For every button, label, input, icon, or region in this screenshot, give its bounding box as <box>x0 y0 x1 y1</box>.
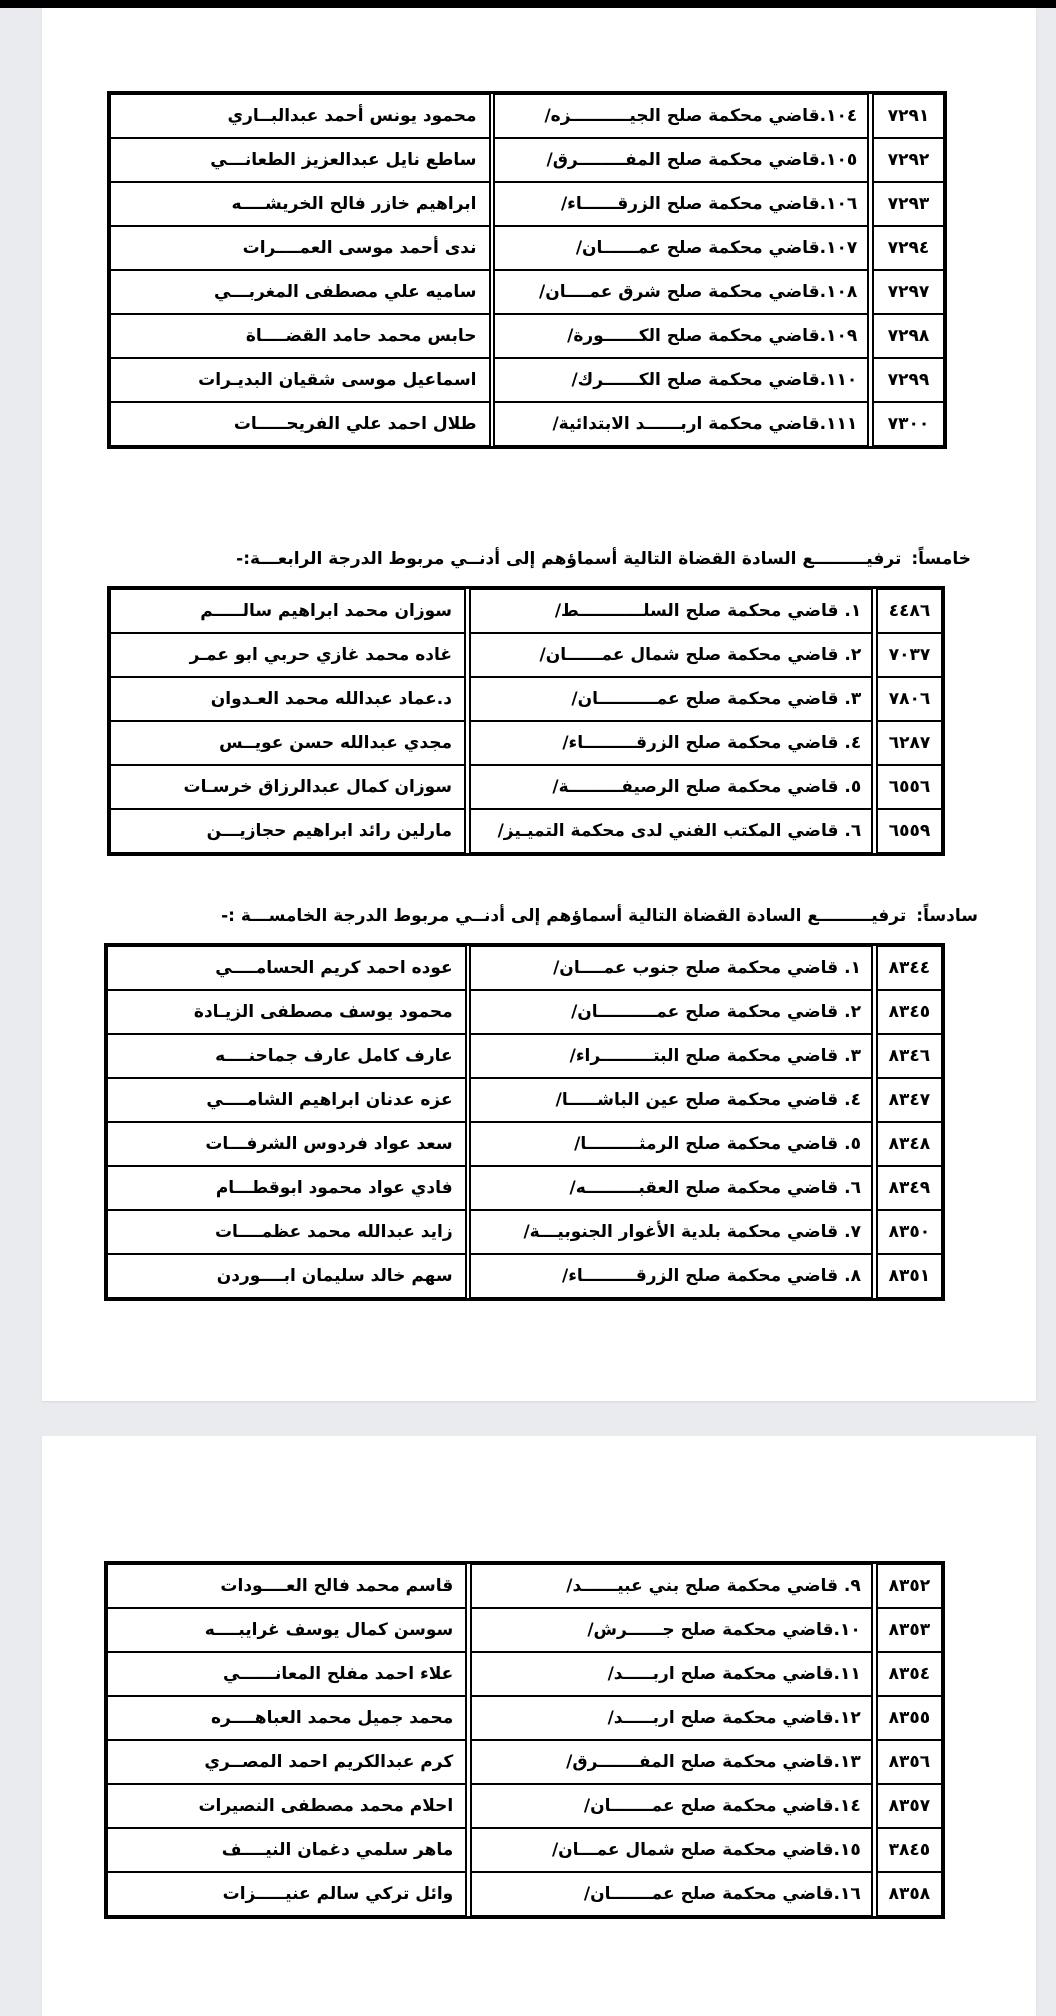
top-status-bar <box>0 0 1056 8</box>
judge-id-cell: ٨٣٥٤ <box>877 1652 942 1696</box>
cell-divider <box>868 226 873 270</box>
cell-divider <box>465 809 470 853</box>
judge-name-cell: اسماعيل موسى شقيان البديـرات <box>110 358 490 402</box>
judges-table-grade-five <box>104 943 945 1301</box>
cell-divider <box>872 589 877 633</box>
court-position-cell: ٢. قاضي محكمة صلح عمــــــــــان/ <box>470 990 872 1034</box>
cell-divider <box>490 138 495 182</box>
court-position-cell: ١٣.قاضي محكمة صلح المفـــــــرق/ <box>471 1740 872 1784</box>
court-position-cell: ١٠٦.قاضي محكمة صلح الزرقــــــاء/ <box>494 182 868 226</box>
court-position-cell: ٥. قاضي محكمة صلح الرمثـــــــــا/ <box>470 1122 872 1166</box>
cell-divider <box>872 1608 877 1652</box>
judge-name-cell: ابراهيم خازر فالح الخريشــــه <box>110 182 490 226</box>
judge-name-cell: عارف كامل عارف جماحنــــه <box>107 1034 466 1078</box>
judge-name-cell: زايد عبدالله محمد عظمــــات <box>107 1210 466 1254</box>
cell-divider <box>490 358 495 402</box>
table-row <box>110 94 944 138</box>
table-row <box>107 1166 942 1210</box>
court-position-cell: ٣. قاضي محكمة صلح عمــــــــــان/ <box>470 677 873 721</box>
table-row <box>107 1210 942 1254</box>
cell-divider <box>466 1784 471 1828</box>
table-row <box>110 270 944 314</box>
cell-divider <box>466 990 471 1034</box>
cell-divider <box>465 721 470 765</box>
judge-name-cell: مجدي عبدالله حسن عويــس <box>110 721 465 765</box>
judge-id-cell: ٣٨٤٥ <box>877 1828 942 1872</box>
cell-divider <box>868 402 873 446</box>
cell-divider <box>465 677 470 721</box>
table-row <box>110 226 944 270</box>
judge-id-cell: ٧٢٩١ <box>873 94 944 138</box>
judge-id-cell: ٦٥٥٦ <box>877 765 942 809</box>
table-row <box>110 633 942 677</box>
cell-divider <box>466 1740 471 1784</box>
table-row <box>107 1828 942 1872</box>
judge-id-cell: ٧٢٩٨ <box>873 314 944 358</box>
table-row <box>110 314 944 358</box>
court-position-cell: ٩. قاضي محكمة صلح بني عبيــــــد/ <box>471 1564 872 1608</box>
court-position-cell: ١. قاضي محكمة صلح السلـــــــــــط/ <box>470 589 873 633</box>
cell-divider <box>466 946 471 990</box>
court-position-cell: ١٠.قاضي محكمة صلح جــــــرش/ <box>471 1608 872 1652</box>
judge-name-cell: سهم خالد سليمان ابــــوردن <box>107 1254 466 1298</box>
judge-name-cell: عوده احمد كريم الحسامــــي <box>107 946 466 990</box>
table-row <box>110 765 942 809</box>
court-position-cell: ٤. قاضي محكمة صلح الزرقـــــــــاء/ <box>470 721 873 765</box>
cell-divider <box>872 677 877 721</box>
judge-id-cell: ٧٢٩٩ <box>873 358 944 402</box>
court-position-cell: ٨. قاضي محكمة صلح الزرقـــــــــاء/ <box>470 1254 872 1298</box>
table-row <box>107 1254 942 1298</box>
table-row <box>110 589 942 633</box>
court-position-cell: ١٠٤.قاضي محكمة صلح الجيــــــــــزه/ <box>494 94 868 138</box>
cell-divider <box>465 589 470 633</box>
judge-name-cell: قاسم محمد فالح العــــودات <box>107 1564 466 1608</box>
table-row <box>110 358 944 402</box>
judge-name-cell: فادي عواد محمود ابوقطـــام <box>107 1166 466 1210</box>
judges-table-continued <box>107 91 947 449</box>
court-position-cell: ١٦.قاضي محكمة صلح عمـــــــان/ <box>471 1872 872 1916</box>
court-position-cell: ١. قاضي محكمة صلح جنوب عمــــان/ <box>470 946 872 990</box>
cell-divider <box>872 765 877 809</box>
court-position-cell: ٤. قاضي محكمة صلح عين الباشـــــا/ <box>470 1078 872 1122</box>
court-position-cell: ١٠٨.قاضي محكمة صلح شرق عمــــان/ <box>494 270 868 314</box>
cell-divider <box>466 1828 471 1872</box>
section-six-label: سادساً: <box>916 906 978 926</box>
table-row <box>110 402 944 446</box>
judge-id-cell: ٨٣٤٩ <box>877 1166 942 1210</box>
table-row <box>110 182 944 226</box>
judge-id-cell: ٨٣٥٧ <box>877 1784 942 1828</box>
court-position-cell: ٥. قاضي محكمة صلح الرصيفـــــــــة/ <box>470 765 873 809</box>
table-row <box>107 1696 942 1740</box>
judge-name-cell: ساميه علي مصطفى المغربـــي <box>110 270 490 314</box>
cell-divider <box>465 633 470 677</box>
judge-id-cell: ٨٣٥٦ <box>877 1740 942 1784</box>
cell-divider <box>466 1696 471 1740</box>
section-five-text: ترفيـــــــــع السادة القضاة التالية أسماؤهم إلى أدنــي مربوط الدرجة الرابعـــة:- <box>236 549 902 569</box>
cell-divider <box>490 94 495 138</box>
cell-divider <box>466 1122 471 1166</box>
cell-divider <box>466 1254 471 1298</box>
judge-id-cell: ٧٢٩٣ <box>873 182 944 226</box>
court-position-cell: ١٥.قاضي محكمة صلح شمال عمـــان/ <box>471 1828 872 1872</box>
cell-divider <box>872 1784 877 1828</box>
judge-id-cell: ٧٢٩٤ <box>873 226 944 270</box>
judge-id-cell: ٨٣٥١ <box>877 1254 942 1298</box>
cell-divider <box>490 226 495 270</box>
judge-name-cell: سعد عواد فردوس الشرفـــات <box>107 1122 466 1166</box>
court-position-cell: ٣. قاضي محكمة صلح البتـــــــــراء/ <box>470 1034 872 1078</box>
court-position-cell: ٦. قاضي المكتب الفني لدى محكمة التميـيز/ <box>470 809 873 853</box>
judge-name-cell: ندى أحمد موسى العمــــرات <box>110 226 490 270</box>
judges-table-grade-five-continued <box>104 1561 945 1919</box>
cell-divider <box>872 1652 877 1696</box>
cell-divider <box>490 314 495 358</box>
judge-id-cell: ٨٣٥٢ <box>877 1564 942 1608</box>
court-position-cell: ١٠٧.قاضي محكمة صلح عمــــــان/ <box>494 226 868 270</box>
cell-divider <box>872 1872 877 1916</box>
judge-name-cell: علاء احمد مفلح المعانــــــي <box>107 1652 466 1696</box>
cell-divider <box>466 1608 471 1652</box>
court-position-cell: ١٤.قاضي محكمة صلح عمـــــــان/ <box>471 1784 872 1828</box>
judge-name-cell: طلال احمد علي الفريحـــــات <box>110 402 490 446</box>
section-five-label: خامساً: <box>911 549 971 569</box>
judge-id-cell: ٨٣٤٤ <box>877 946 942 990</box>
cell-divider <box>466 1872 471 1916</box>
court-position-cell: ١٠٩.قاضي محكمة صلح الكــــــورة/ <box>494 314 868 358</box>
judge-id-cell: ٨٣٥٨ <box>877 1872 942 1916</box>
cell-divider <box>868 270 873 314</box>
court-position-cell: ١١٠.قاضي محكمة صلح الكــــــرك/ <box>494 358 868 402</box>
cell-divider <box>872 809 877 853</box>
cell-divider <box>872 1740 877 1784</box>
judge-name-cell: كرم عبدالكريم احمد المصــري <box>107 1740 466 1784</box>
judge-id-cell: ٧٢٩٢ <box>873 138 944 182</box>
cell-divider <box>872 1828 877 1872</box>
judge-name-cell: محمد جميل محمد العباهــــره <box>107 1696 466 1740</box>
judge-name-cell: محمود يونس أحمد عبدالبــاري <box>110 94 490 138</box>
cell-divider <box>466 1078 471 1122</box>
cell-divider <box>490 402 495 446</box>
cell-divider <box>490 270 495 314</box>
judge-id-cell: ٧٠٣٧ <box>877 633 942 677</box>
judge-id-cell: ٨٣٤٧ <box>877 1078 942 1122</box>
judge-name-cell: ماهر سلمي دغمان النيــــف <box>107 1828 466 1872</box>
judges-table-grade-four <box>107 586 945 856</box>
cell-divider <box>872 1210 877 1254</box>
cell-divider <box>872 1696 877 1740</box>
cell-divider <box>872 1078 877 1122</box>
table-row <box>107 1608 942 1652</box>
cell-divider <box>872 1122 877 1166</box>
judge-id-cell: ٧٣٠٠ <box>873 402 944 446</box>
cell-divider <box>872 721 877 765</box>
judge-id-cell: ٨٣٥٥ <box>877 1696 942 1740</box>
judge-id-cell: ٧٨٠٦ <box>877 677 942 721</box>
judge-name-cell: محمود يوسف مصطفى الزيـادة <box>107 990 466 1034</box>
judge-id-cell: ٦٢٨٧ <box>877 721 942 765</box>
judge-name-cell: احلام محمد مصطفى النصيرات <box>107 1784 466 1828</box>
judge-id-cell: ٨٣٤٨ <box>877 1122 942 1166</box>
table-row <box>110 138 944 182</box>
cell-divider <box>872 633 877 677</box>
table-row <box>107 1652 942 1696</box>
cell-divider <box>868 358 873 402</box>
cell-divider <box>466 1652 471 1696</box>
cell-divider <box>872 1166 877 1210</box>
judge-id-cell: ٦٥٥٩ <box>877 809 942 853</box>
cell-divider <box>872 1254 877 1298</box>
table-row <box>107 1564 942 1608</box>
court-position-cell: ٧. قاضي محكمة بلدية الأغوار الجنوبيـــة/ <box>470 1210 872 1254</box>
cell-divider <box>490 182 495 226</box>
table-row <box>107 1784 942 1828</box>
cell-divider <box>872 990 877 1034</box>
court-position-cell: ٦. قاضي محكمة صلح العقبـــــــــه/ <box>470 1166 872 1210</box>
judge-id-cell: ٧٢٩٧ <box>873 270 944 314</box>
document-page-1 <box>42 8 1036 1401</box>
judge-name-cell: حابس محمد حامد القضــــاة <box>110 314 490 358</box>
section-five-heading <box>236 549 971 569</box>
judge-id-cell: ٨٣٥٣ <box>877 1608 942 1652</box>
cell-divider <box>868 182 873 226</box>
judge-id-cell: ٤٤٨٦ <box>877 589 942 633</box>
judge-name-cell: د.عماد عبدالله محمد العـدوان <box>110 677 465 721</box>
cell-divider <box>872 1564 877 1608</box>
document-page-2 <box>42 1436 1036 2016</box>
judge-name-cell: ساطع نايل عبدالعزيز الطعانـــي <box>110 138 490 182</box>
judge-id-cell: ٨٣٤٦ <box>877 1034 942 1078</box>
judge-name-cell: مارلين رائد ابراهيم حجازيـــن <box>110 809 465 853</box>
cell-divider <box>872 1034 877 1078</box>
judge-name-cell: سوسن كمال يوسف غرايبــــه <box>107 1608 466 1652</box>
table-row <box>110 809 942 853</box>
cell-divider <box>868 138 873 182</box>
table-row <box>107 1034 942 1078</box>
table-row <box>107 946 942 990</box>
judge-id-cell: ٨٣٤٥ <box>877 990 942 1034</box>
cell-divider <box>466 1210 471 1254</box>
cell-divider <box>868 314 873 358</box>
table-row <box>110 677 942 721</box>
cell-divider <box>465 765 470 809</box>
section-six-heading <box>221 906 978 926</box>
judge-id-cell: ٨٣٥٠ <box>877 1210 942 1254</box>
court-position-cell: ٢. قاضي محكمة صلح شمال عمــــــان/ <box>470 633 873 677</box>
judge-name-cell: وائل تركي سالم عنيـــــزات <box>107 1872 466 1916</box>
cell-divider <box>872 946 877 990</box>
table-row <box>107 1078 942 1122</box>
court-position-cell: ١٢.قاضي محكمة صلح اربـــــد/ <box>471 1696 872 1740</box>
cell-divider <box>466 1564 471 1608</box>
cell-divider <box>466 1166 471 1210</box>
cell-divider <box>868 94 873 138</box>
table-row <box>107 1122 942 1166</box>
court-position-cell: ١٠٥.قاضي محكمة صلح المفــــــــرق/ <box>494 138 868 182</box>
table-row <box>107 990 942 1034</box>
table-row <box>107 1872 942 1916</box>
section-six-text: ترفيـــــــــع السادة القضاة التالية أسماؤهم إلى أدنــي مربوط الدرجة الخامســـة :- <box>221 906 907 926</box>
judge-name-cell: سوزان كمال عبدالرزاق خرسـات <box>110 765 465 809</box>
table-row <box>107 1740 942 1784</box>
judge-name-cell: غاده محمد غازي حربي ابو عمـر <box>110 633 465 677</box>
court-position-cell: ١١.قاضي محكمة صلح اربـــــد/ <box>471 1652 872 1696</box>
judge-name-cell: سوزان محمد ابراهيم سالـــــم <box>110 589 465 633</box>
cell-divider <box>466 1034 471 1078</box>
table-row <box>110 721 942 765</box>
court-position-cell: ١١١.قاضي محكمة اربــــــد الابتدائية/ <box>494 402 868 446</box>
judge-name-cell: عزه عدنان ابراهيم الشامــــي <box>107 1078 466 1122</box>
